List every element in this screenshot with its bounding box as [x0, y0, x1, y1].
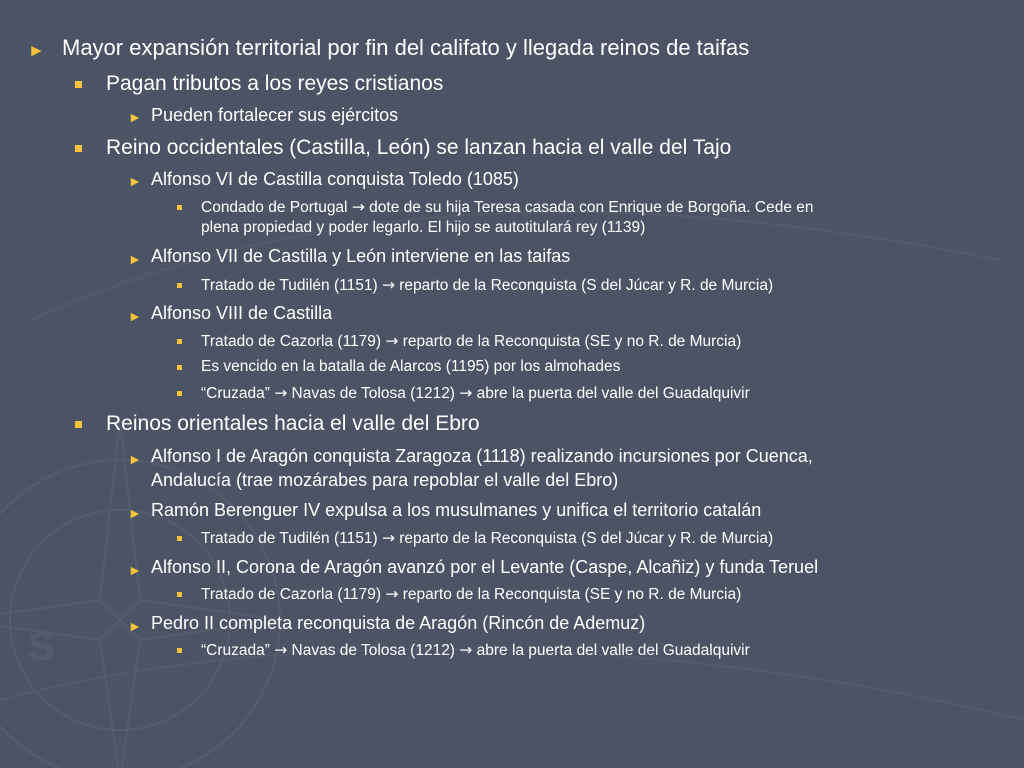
- arrow-right-icon: →: [385, 332, 399, 350]
- outline-text: Navas de Tolosa (1212): [291, 385, 455, 402]
- square-icon: [75, 81, 82, 88]
- outline-text: abre la puerta del valle del Guadalquivir: [476, 385, 750, 402]
- outline-item-l18: Pedro II completa reconquista de Aragón (Rincón de Ademuz): [151, 613, 646, 633]
- arrow-right-icon: →: [381, 529, 395, 547]
- outline-item-l14: Ramón Berenguer IV expulsa a los musulmanes y unifica el territorio catalán: [151, 500, 762, 520]
- outline-item-l13: Alfonso I de Aragón conquista Zaragoza (1118) realizando incursiones por Cuenca,: [151, 446, 813, 466]
- square-icon: [75, 421, 82, 428]
- outline-item-l0: Mayor expansión territorial por fin del califato y llegada reinos de taifas: [62, 35, 750, 60]
- outline-item-l4: Alfonso VI de Castilla conquista Toledo (1085): [151, 169, 519, 189]
- triangle-right-icon: ►: [128, 618, 142, 634]
- outline-item-l9: [201, 332, 741, 351]
- outline-item-l17: [201, 585, 741, 604]
- outline-text: reparto de la Reconquista (SE y no R. de Murcia): [402, 333, 742, 350]
- triangle-right-icon: ►: [128, 451, 142, 467]
- outline-item-l13-continued: Andalucía (trae mozárabes para repoblar el valle del Ebro): [151, 470, 619, 490]
- square-icon: [177, 592, 182, 597]
- outline-item-l5-continued: plena propiedad y poder legarlo. El hijo se autotitulará rey (1139): [201, 219, 646, 236]
- triangle-right-icon: ►: [128, 562, 142, 578]
- outline-text: Tratado de Cazorla (1179): [201, 333, 382, 350]
- outline-text: Tratado de Tudilén (1151): [201, 530, 378, 547]
- outline-item-l19: [201, 641, 750, 660]
- outline-item-l11: [201, 384, 750, 403]
- square-icon: [177, 648, 182, 653]
- square-icon: [177, 365, 182, 370]
- outline-text: Navas de Tolosa (1212): [291, 642, 455, 659]
- outline-item-l10: Es vencido en la batalla de Alarcos (1195) por los almohades: [201, 358, 621, 375]
- arrow-right-icon: →: [274, 641, 288, 659]
- arrow-right-icon: →: [459, 641, 473, 659]
- arrow-right-icon: →: [385, 585, 399, 603]
- outline-text: Condado de Portugal: [201, 199, 348, 216]
- outline-text: reparto de la Reconquista (SE y no R. de Murcia): [402, 586, 742, 603]
- outline-text: Tratado de Cazorla (1179): [201, 586, 382, 603]
- square-icon: [75, 145, 82, 152]
- outline-item-l16: Alfonso II, Corona de Aragón avanzó por el Levante (Caspe, Alcañiz) y funda Teruel: [151, 557, 819, 577]
- square-icon: [177, 391, 182, 396]
- outline-text: abre la puerta del valle del Guadalquivir: [476, 642, 750, 659]
- outline-item-l15: [201, 529, 773, 548]
- triangle-right-icon: ►: [28, 41, 45, 60]
- outline-item-l8: Alfonso VIII de Castilla: [151, 303, 333, 323]
- triangle-right-icon: ►: [128, 505, 142, 521]
- outline-item-l3: Reino occidentales (Castilla, León) se lanzan hacia el valle del Tajo: [106, 136, 732, 159]
- triangle-right-icon: ►: [128, 109, 142, 125]
- outline-text: dote de su hija Teresa casada con Enrique de Borgoña. Cede en: [369, 199, 814, 216]
- outline-text: reparto de la Reconquista (S del Júcar y R. de Murcia): [399, 277, 774, 294]
- outline-text: “Cruzada”: [201, 385, 270, 402]
- outline-item-l6: Alfonso VII de Castilla y León interviene en las taifas: [151, 246, 571, 266]
- square-icon: [177, 283, 182, 288]
- triangle-right-icon: ►: [128, 308, 142, 324]
- outline-item-l12: Reinos orientales hacia el valle del Ebro: [106, 412, 480, 435]
- outline-item-l5: [201, 198, 814, 217]
- triangle-right-icon: ►: [128, 173, 142, 189]
- arrow-right-icon: →: [351, 198, 365, 216]
- outline-text: reparto de la Reconquista (S del Júcar y R. de Murcia): [399, 530, 774, 547]
- outline-item-l2: Pueden fortalecer sus ejércitos: [151, 105, 399, 125]
- outline-text: “Cruzada”: [201, 642, 270, 659]
- square-icon: [177, 205, 182, 210]
- svg-text:S: S: [28, 625, 55, 669]
- outline-text: Tratado de Tudilén (1151): [201, 277, 378, 294]
- square-icon: [177, 339, 182, 344]
- outline-item-l1: Pagan tributos a los reyes cristianos: [106, 72, 444, 95]
- square-icon: [177, 536, 182, 541]
- arrow-right-icon: →: [274, 384, 288, 402]
- outline-item-l7: [201, 276, 773, 295]
- arrow-right-icon: →: [381, 276, 395, 294]
- arrow-right-icon: →: [459, 384, 473, 402]
- triangle-right-icon: ►: [128, 251, 142, 267]
